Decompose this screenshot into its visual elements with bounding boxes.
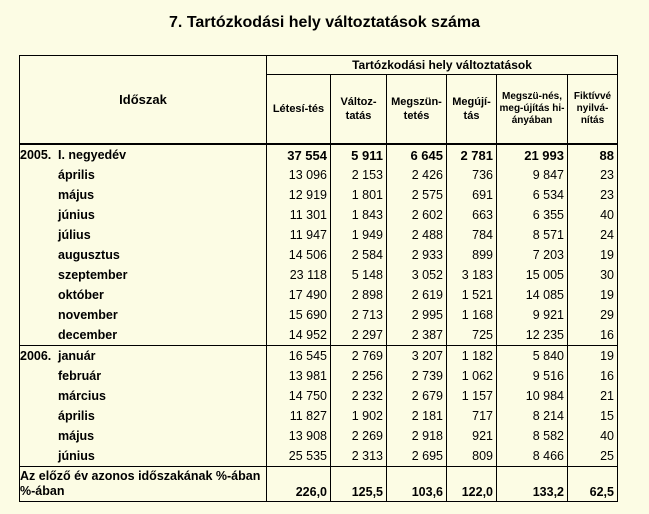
cell-megszuntetes: 2 995	[387, 305, 447, 325]
table-row	[20, 265, 618, 285]
cell-megujitas: 3 183	[447, 265, 497, 285]
data-table	[19, 55, 618, 502]
cell-megszuntetes: 2 619	[387, 285, 447, 305]
cell-megujitas: 784	[447, 225, 497, 245]
cell-megszunes: 6 355	[497, 205, 568, 225]
cell-fiktivve: 19	[568, 285, 618, 305]
cell-megszunes: 8 214	[497, 406, 568, 426]
row-period: május	[58, 188, 95, 202]
row-period: augusztus	[58, 248, 120, 262]
cell-megszunes: 9 847	[497, 165, 568, 185]
cell-valtoztatas: 1 843	[331, 205, 387, 225]
cell-valtoztatas: 1 902	[331, 406, 387, 426]
cell-megujitas: 1 062	[447, 366, 497, 386]
table-row-footer	[20, 467, 618, 502]
cell-letesites: 13 981	[267, 366, 331, 386]
cell-megujitas: 1 521	[447, 285, 497, 305]
row-period: március	[58, 389, 106, 403]
cell-letesites: 11 301	[267, 205, 331, 225]
row-period: június	[58, 208, 95, 222]
row-label	[20, 165, 267, 185]
cell-letesites: 17 490	[267, 285, 331, 305]
row-period: I. negyedév	[58, 148, 127, 162]
row-label	[20, 144, 267, 165]
row-label	[20, 325, 267, 346]
row-period: május	[58, 429, 95, 443]
cell-fiktivve: 40	[568, 205, 618, 225]
cell-megszunes: 7 203	[497, 245, 568, 265]
cell-valtoztatas: 2 898	[331, 285, 387, 305]
footer-cell-megszuntetes: 103,6	[387, 467, 447, 502]
cell-fiktivve: 25	[568, 446, 618, 467]
cell-valtoztatas: 2 256	[331, 366, 387, 386]
cell-letesites: 25 535	[267, 446, 331, 467]
row-label	[20, 245, 267, 265]
table-row	[20, 305, 618, 325]
cell-letesites: 13 096	[267, 165, 331, 185]
cell-megszuntetes: 2 488	[387, 225, 447, 245]
column-header-valtoztatas: Változ-tatás	[331, 75, 387, 145]
column-header-period: Időszak	[20, 56, 267, 145]
cell-fiktivve: 21	[568, 386, 618, 406]
cell-megszuntetes: 2 739	[387, 366, 447, 386]
cell-fiktivve: 88	[568, 144, 618, 165]
cell-megszuntetes: 2 602	[387, 205, 447, 225]
row-label	[20, 205, 267, 225]
cell-megszunes: 9 516	[497, 366, 568, 386]
table-row	[20, 406, 618, 426]
cell-letesites: 23 118	[267, 265, 331, 285]
cell-megszunes: 12 235	[497, 325, 568, 346]
row-period: április	[58, 409, 95, 423]
cell-megujitas: 899	[447, 245, 497, 265]
row-label	[20, 406, 267, 426]
row-label	[20, 346, 267, 367]
column-header-megujitas: Megújí-tás	[447, 75, 497, 145]
table-row	[20, 426, 618, 446]
row-year: 2006.	[20, 349, 52, 363]
cell-letesites: 15 690	[267, 305, 331, 325]
cell-valtoztatas: 1 949	[331, 225, 387, 245]
footer-label: Az előző év azonos időszakának %-ában %-ában	[20, 467, 267, 502]
cell-megszunes: 6 534	[497, 185, 568, 205]
cell-valtoztatas: 2 713	[331, 305, 387, 325]
cell-valtoztatas: 2 297	[331, 325, 387, 346]
cell-valtoztatas: 2 313	[331, 446, 387, 467]
table-row	[20, 165, 618, 185]
cell-megujitas: 1 182	[447, 346, 497, 367]
cell-fiktivve: 15	[568, 406, 618, 426]
cell-megszuntetes: 2 679	[387, 386, 447, 406]
row-label	[20, 225, 267, 245]
cell-fiktivve: 29	[568, 305, 618, 325]
cell-fiktivve: 23	[568, 185, 618, 205]
table-row	[20, 446, 618, 467]
cell-megszunes: 5 840	[497, 346, 568, 367]
footer-cell-megszunes: 133,2	[497, 467, 568, 502]
cell-fiktivve: 30	[568, 265, 618, 285]
row-period: július	[58, 228, 91, 242]
row-label	[20, 185, 267, 205]
row-period: június	[58, 449, 95, 463]
row-label	[20, 386, 267, 406]
cell-fiktivve: 40	[568, 426, 618, 446]
cell-letesites: 11 947	[267, 225, 331, 245]
row-label	[20, 265, 267, 285]
cell-valtoztatas: 1 801	[331, 185, 387, 205]
cell-megujitas: 691	[447, 185, 497, 205]
cell-megszuntetes: 2 695	[387, 446, 447, 467]
cell-letesites: 14 952	[267, 325, 331, 346]
cell-letesites: 16 545	[267, 346, 331, 367]
column-header-megszuntetes: Megszün-tetés	[387, 75, 447, 145]
cell-megszunes: 10 984	[497, 386, 568, 406]
cell-fiktivve: 23	[568, 165, 618, 185]
cell-valtoztatas: 2 232	[331, 386, 387, 406]
table-row	[20, 346, 618, 367]
cell-megujitas: 809	[447, 446, 497, 467]
table-row	[20, 144, 618, 165]
cell-megujitas: 1 157	[447, 386, 497, 406]
footer-cell-megujitas: 122,0	[447, 467, 497, 502]
cell-letesites: 14 506	[267, 245, 331, 265]
row-label	[20, 285, 267, 305]
column-header-letesites: Létesí-tés	[267, 75, 331, 145]
table-row	[20, 366, 618, 386]
cell-megszunes: 8 582	[497, 426, 568, 446]
row-period: február	[58, 369, 102, 383]
row-year: 2005.	[20, 148, 52, 162]
cell-fiktivve: 16	[568, 366, 618, 386]
cell-megszuntetes: 3 207	[387, 346, 447, 367]
cell-megszunes: 14 085	[497, 285, 568, 305]
cell-megujitas: 663	[447, 205, 497, 225]
cell-megszunes: 15 005	[497, 265, 568, 285]
table-row	[20, 285, 618, 305]
table-row	[20, 325, 618, 346]
column-header-fiktivve: Fiktívvé nyilvá-nítás	[568, 75, 618, 145]
cell-fiktivve: 24	[568, 225, 618, 245]
row-period: december	[58, 328, 118, 342]
row-period: november	[58, 308, 118, 322]
cell-fiktivve: 19	[568, 346, 618, 367]
cell-megszunes: 8 571	[497, 225, 568, 245]
cell-letesites: 14 750	[267, 386, 331, 406]
column-header-megszunes: Megszü-nés, meg-újítás hi-ányában	[497, 75, 568, 145]
column-group-header: Tartózkodási hely változtatások	[267, 56, 618, 75]
cell-valtoztatas: 2 769	[331, 346, 387, 367]
cell-megszuntetes: 2 575	[387, 185, 447, 205]
page-title: 7. Tartózkodási hely változtatások száma	[169, 14, 480, 31]
cell-letesites: 37 554	[267, 144, 331, 165]
row-period: szeptember	[58, 268, 128, 282]
cell-megszunes: 9 921	[497, 305, 568, 325]
cell-megujitas: 717	[447, 406, 497, 426]
cell-megszuntetes: 3 052	[387, 265, 447, 285]
cell-megszuntetes: 2 181	[387, 406, 447, 426]
cell-megszuntetes: 2 387	[387, 325, 447, 346]
cell-fiktivve: 19	[568, 245, 618, 265]
cell-valtoztatas: 2 584	[331, 245, 387, 265]
cell-megujitas: 2 781	[447, 144, 497, 165]
cell-megujitas: 725	[447, 325, 497, 346]
cell-fiktivve: 16	[568, 325, 618, 346]
row-label	[20, 366, 267, 386]
table-row	[20, 185, 618, 205]
row-label	[20, 446, 267, 467]
row-label	[20, 426, 267, 446]
table-row	[20, 386, 618, 406]
cell-megszuntetes: 2 918	[387, 426, 447, 446]
cell-megujitas: 1 168	[447, 305, 497, 325]
footer-cell-fiktivve: 62,5	[568, 467, 618, 502]
row-period: április	[58, 168, 95, 182]
cell-letesites: 11 827	[267, 406, 331, 426]
cell-valtoztatas: 5 911	[331, 144, 387, 165]
cell-megszuntetes: 6 645	[387, 144, 447, 165]
row-label	[20, 305, 267, 325]
row-period: október	[58, 288, 104, 302]
cell-megszunes: 8 466	[497, 446, 568, 467]
cell-letesites: 13 908	[267, 426, 331, 446]
cell-megszunes: 21 993	[497, 144, 568, 165]
cell-megujitas: 736	[447, 165, 497, 185]
table-row	[20, 225, 618, 245]
table-row	[20, 205, 618, 225]
cell-letesites: 12 919	[267, 185, 331, 205]
footer-cell-valtoztatas: 125,5	[331, 467, 387, 502]
table-row	[20, 245, 618, 265]
cell-valtoztatas: 2 153	[331, 165, 387, 185]
cell-megujitas: 921	[447, 426, 497, 446]
row-period: január	[58, 349, 96, 363]
cell-megszuntetes: 2 426	[387, 165, 447, 185]
cell-megszuntetes: 2 933	[387, 245, 447, 265]
cell-valtoztatas: 5 148	[331, 265, 387, 285]
cell-valtoztatas: 2 269	[331, 426, 387, 446]
footer-cell-letesites: 226,0	[267, 467, 331, 502]
